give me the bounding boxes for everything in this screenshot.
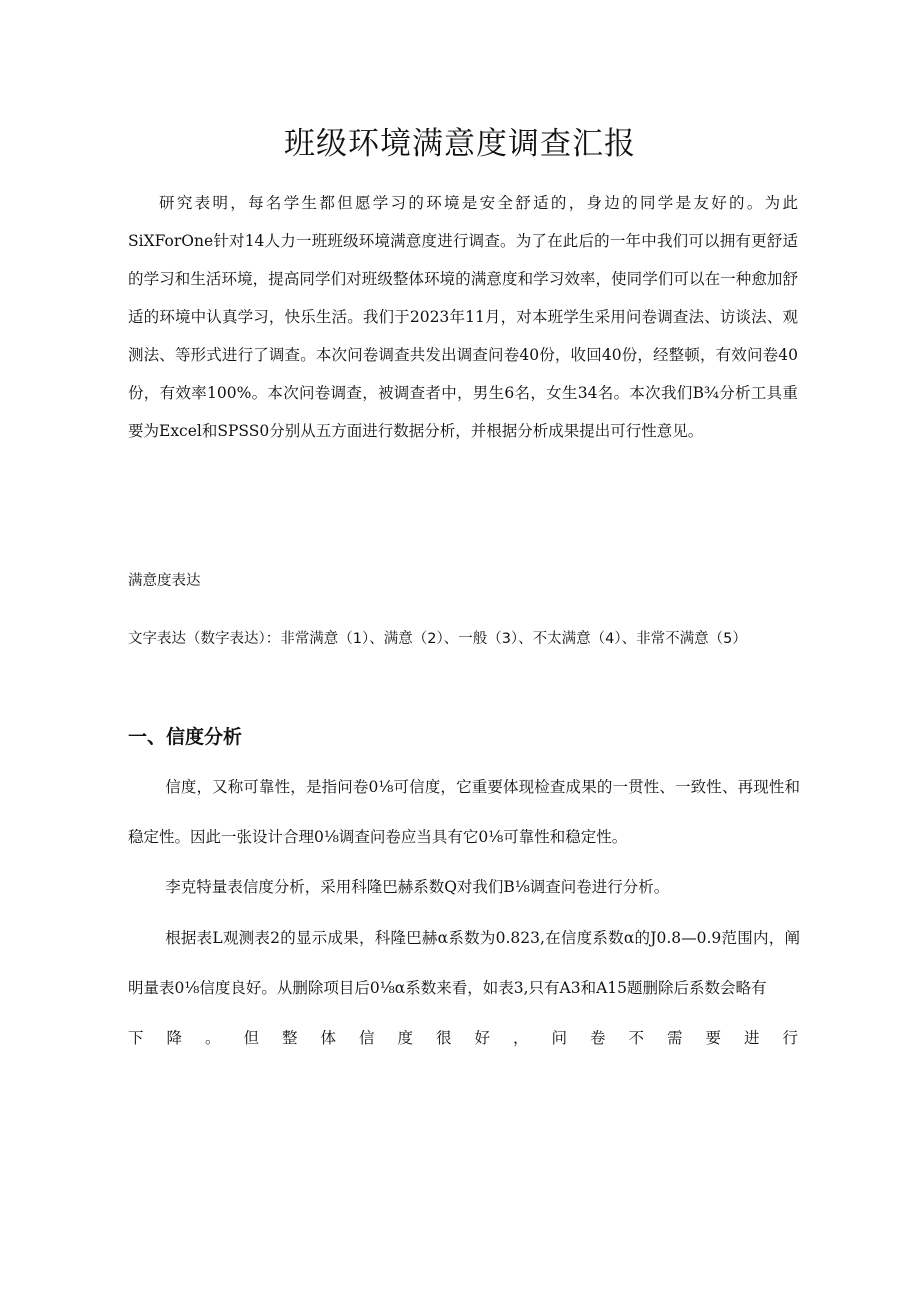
- reliability-paragraph-1: 信度，又称可靠性，是指问卷0⅛可信度，它重要体现检查成果的一贯性、一致性、再现性和稳定性。因此一张设计合理0⅛调查问卷应当具有它0⅛可靠性和稳定性。: [128, 778, 800, 846]
- reliability-paragraph-2: 李克特量表信度分析，采用科隆巴赫系数Q对我们B⅛调查问卷进行分析。: [165, 878, 670, 896]
- reliability-paragraph-3: 根据表L观测表2的显示成果，科隆巴赫α系数为0.823,在信度系数α的J0.8—0.9范围内，阐明量表0⅛信度良好。从删除项目后0⅛α系数来看，如表3,只有A3和A15题删除后系数会略有: [128, 929, 800, 997]
- page-title: 班级环境满意度调查汇报: [284, 126, 636, 162]
- satisfaction-label: 满意度表达: [128, 573, 201, 589]
- intro-paragraph: 研究表明，每名学生都但愿学习的环境是安全舒适的，身边的同学是友好的。为此SiXForOne针对14人力一班班级环境满意度进行调查。为了在此后的一年中我们可以拥有更舒适的学习和生活环境，提高同学们对班级整体环境的满意度和学习效率，使同学们可以在一种愈加舒适的环境中认真学习，快乐生活。我们于2023年11月，对本班学生采用问卷调查法、访谈法、观测法、等形式进行了调查。本次问卷调查共发出调查问卷40份，收回40份，经整顿，有效问卷40份，有效率100%。本次问卷调查，被调查者中，男生6名，女生34名。本次我们B¾分析工具重要为Excel和SPSS0分别从五方面进行数据分析，并根据分析成果提出可行性意见。: [128, 194, 798, 440]
- satisfaction-scale-text: 文字表达（数字表达）：非常满意（1）、满意（2）、一般（3）、不太满意（4）、非常不满意（5）: [128, 631, 747, 647]
- reliability-paragraph-3-last-line: 下降。但整体信度很好，问卷不需要进行: [128, 1029, 798, 1047]
- section-heading-reliability: 一、信度分析: [128, 726, 243, 748]
